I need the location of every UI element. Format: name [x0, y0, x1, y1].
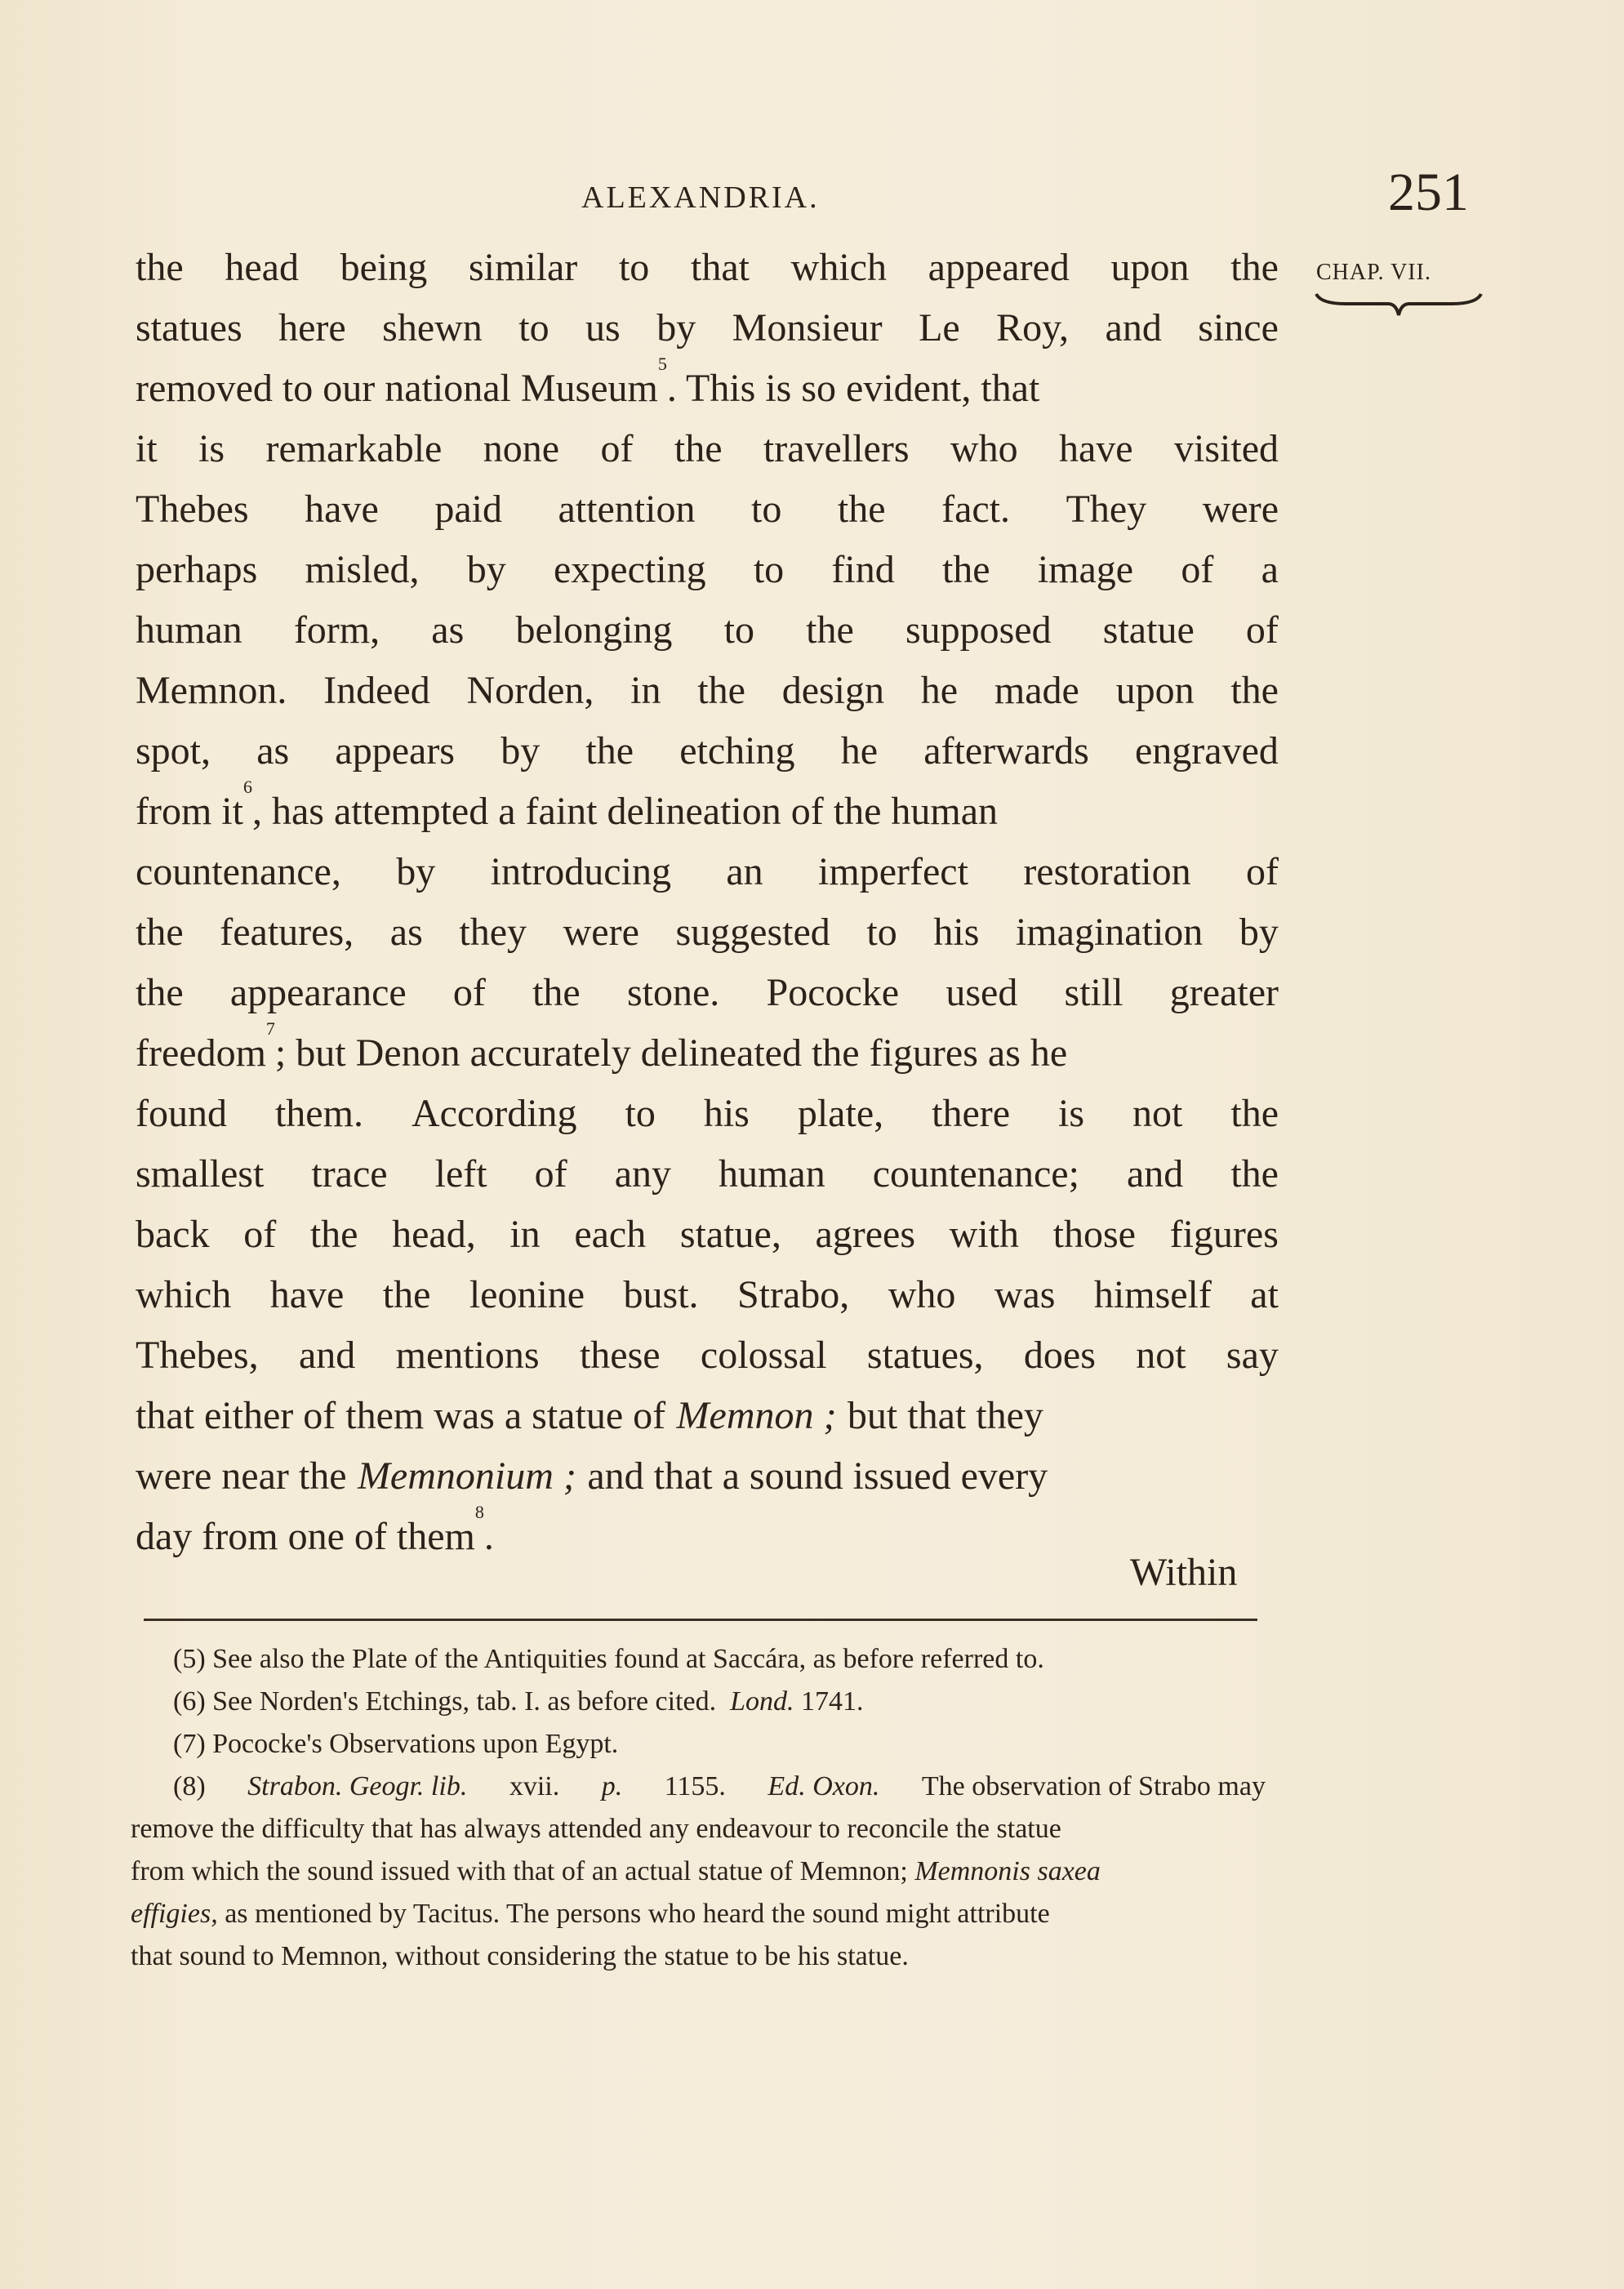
footnote-8-line-3: from which the sound issued with that of an actual statue of Memnon; Memnonis saxea — [131, 1856, 1101, 1886]
footnote-7: (7) Pococke's Observations upon Egypt. — [173, 1729, 619, 1759]
body-line-12: the features, as they were suggested to his imagination by — [136, 911, 1279, 954]
catchword: Within — [1130, 1551, 1238, 1594]
body-line-6: perhaps misled, by expecting to find the image of a — [136, 548, 1279, 591]
body-line-18: which have the leonine bust. Strabo, who was himself at — [136, 1273, 1279, 1316]
note-ref-8: 8 — [474, 1502, 484, 1522]
body-line-9: spot, as appears by the etching he afterwards engraved — [136, 729, 1279, 773]
body-line-11: countenance, by introducing an imperfect restoration of — [136, 850, 1279, 893]
body-line-5: Thebes have paid attention to the fact. They were — [136, 488, 1279, 531]
body-line-4: it is remarkable none of the travellers who have visited — [136, 427, 1279, 470]
footnote-rule — [144, 1619, 1257, 1621]
footnote-6: (6) See Norden's Etchings, tab. I. as before cited. Lond. 1741. — [173, 1686, 864, 1717]
body-line-21: were near the Memnonium ; and that a sound issued every — [136, 1454, 1048, 1498]
footnote-8-line-5: that sound to Memnon, without considering the statue to be his statue. — [131, 1941, 909, 1971]
note-ref-6: 6 — [242, 777, 252, 797]
body-line-20: that either of them was a statue of Memnon ; but that they — [136, 1394, 1043, 1437]
body-line-17: back of the head, in each statue, agrees with those figures — [136, 1213, 1279, 1256]
note-ref-5: 5 — [657, 354, 667, 374]
body-line-15: found them. According to his plate, there is not the — [136, 1092, 1279, 1135]
body-line-13: the appearance of the stone. Pococke used still greater — [136, 971, 1279, 1014]
footnote-8-line-1: (8) Strabon. Geogr. lib. xvii. p. 1155. Ed. Oxon. The observation of Strabo may — [173, 1771, 1266, 1801]
running-head: ALEXANDRIA. — [581, 180, 820, 215]
body-line-14: freedom 7 ; but Denon accurately delineated the figures as he — [136, 1029, 1279, 1078]
footnote-8-line-4: effigies, as mentioned by Tacitus. The persons who heard the sound might attribute — [131, 1899, 1050, 1929]
body-line-8: Memnon. Indeed Norden, in the design he made upon the — [136, 669, 1279, 712]
footnote-8-line-2: remove the difficulty that has always attended any endeavour to reconcile the statue — [131, 1814, 1061, 1844]
body-line-3: removed to our national Museum 5 . This is so evident, that — [136, 364, 1279, 413]
chapter-label: CHAP. VII. — [1316, 260, 1431, 285]
page-number: 251 — [1388, 163, 1469, 222]
chapter-brace-ornament — [1313, 287, 1484, 320]
note-ref-7: 7 — [265, 1018, 275, 1039]
body-line-22: day from one of them 8 . — [136, 1512, 1279, 1561]
body-line-1: the head being similar to that which appeared upon the — [136, 246, 1279, 289]
body-line-7: human form, as belonging to the supposed statue of — [136, 608, 1279, 652]
body-line-16: smallest trace left of any human countenance; and the — [136, 1152, 1279, 1196]
body-line-10: from it 6 , has attempted a faint delineation of the human — [136, 787, 1279, 836]
body-line-19: Thebes, and mentions these colossal statues, does not say — [136, 1334, 1279, 1377]
footnote-5: (5) See also the Plate of the Antiquities found at Saccára, as before referred to. — [173, 1644, 1044, 1674]
body-line-2: statues here shewn to us by Monsieur Le Roy, and since — [136, 306, 1279, 350]
